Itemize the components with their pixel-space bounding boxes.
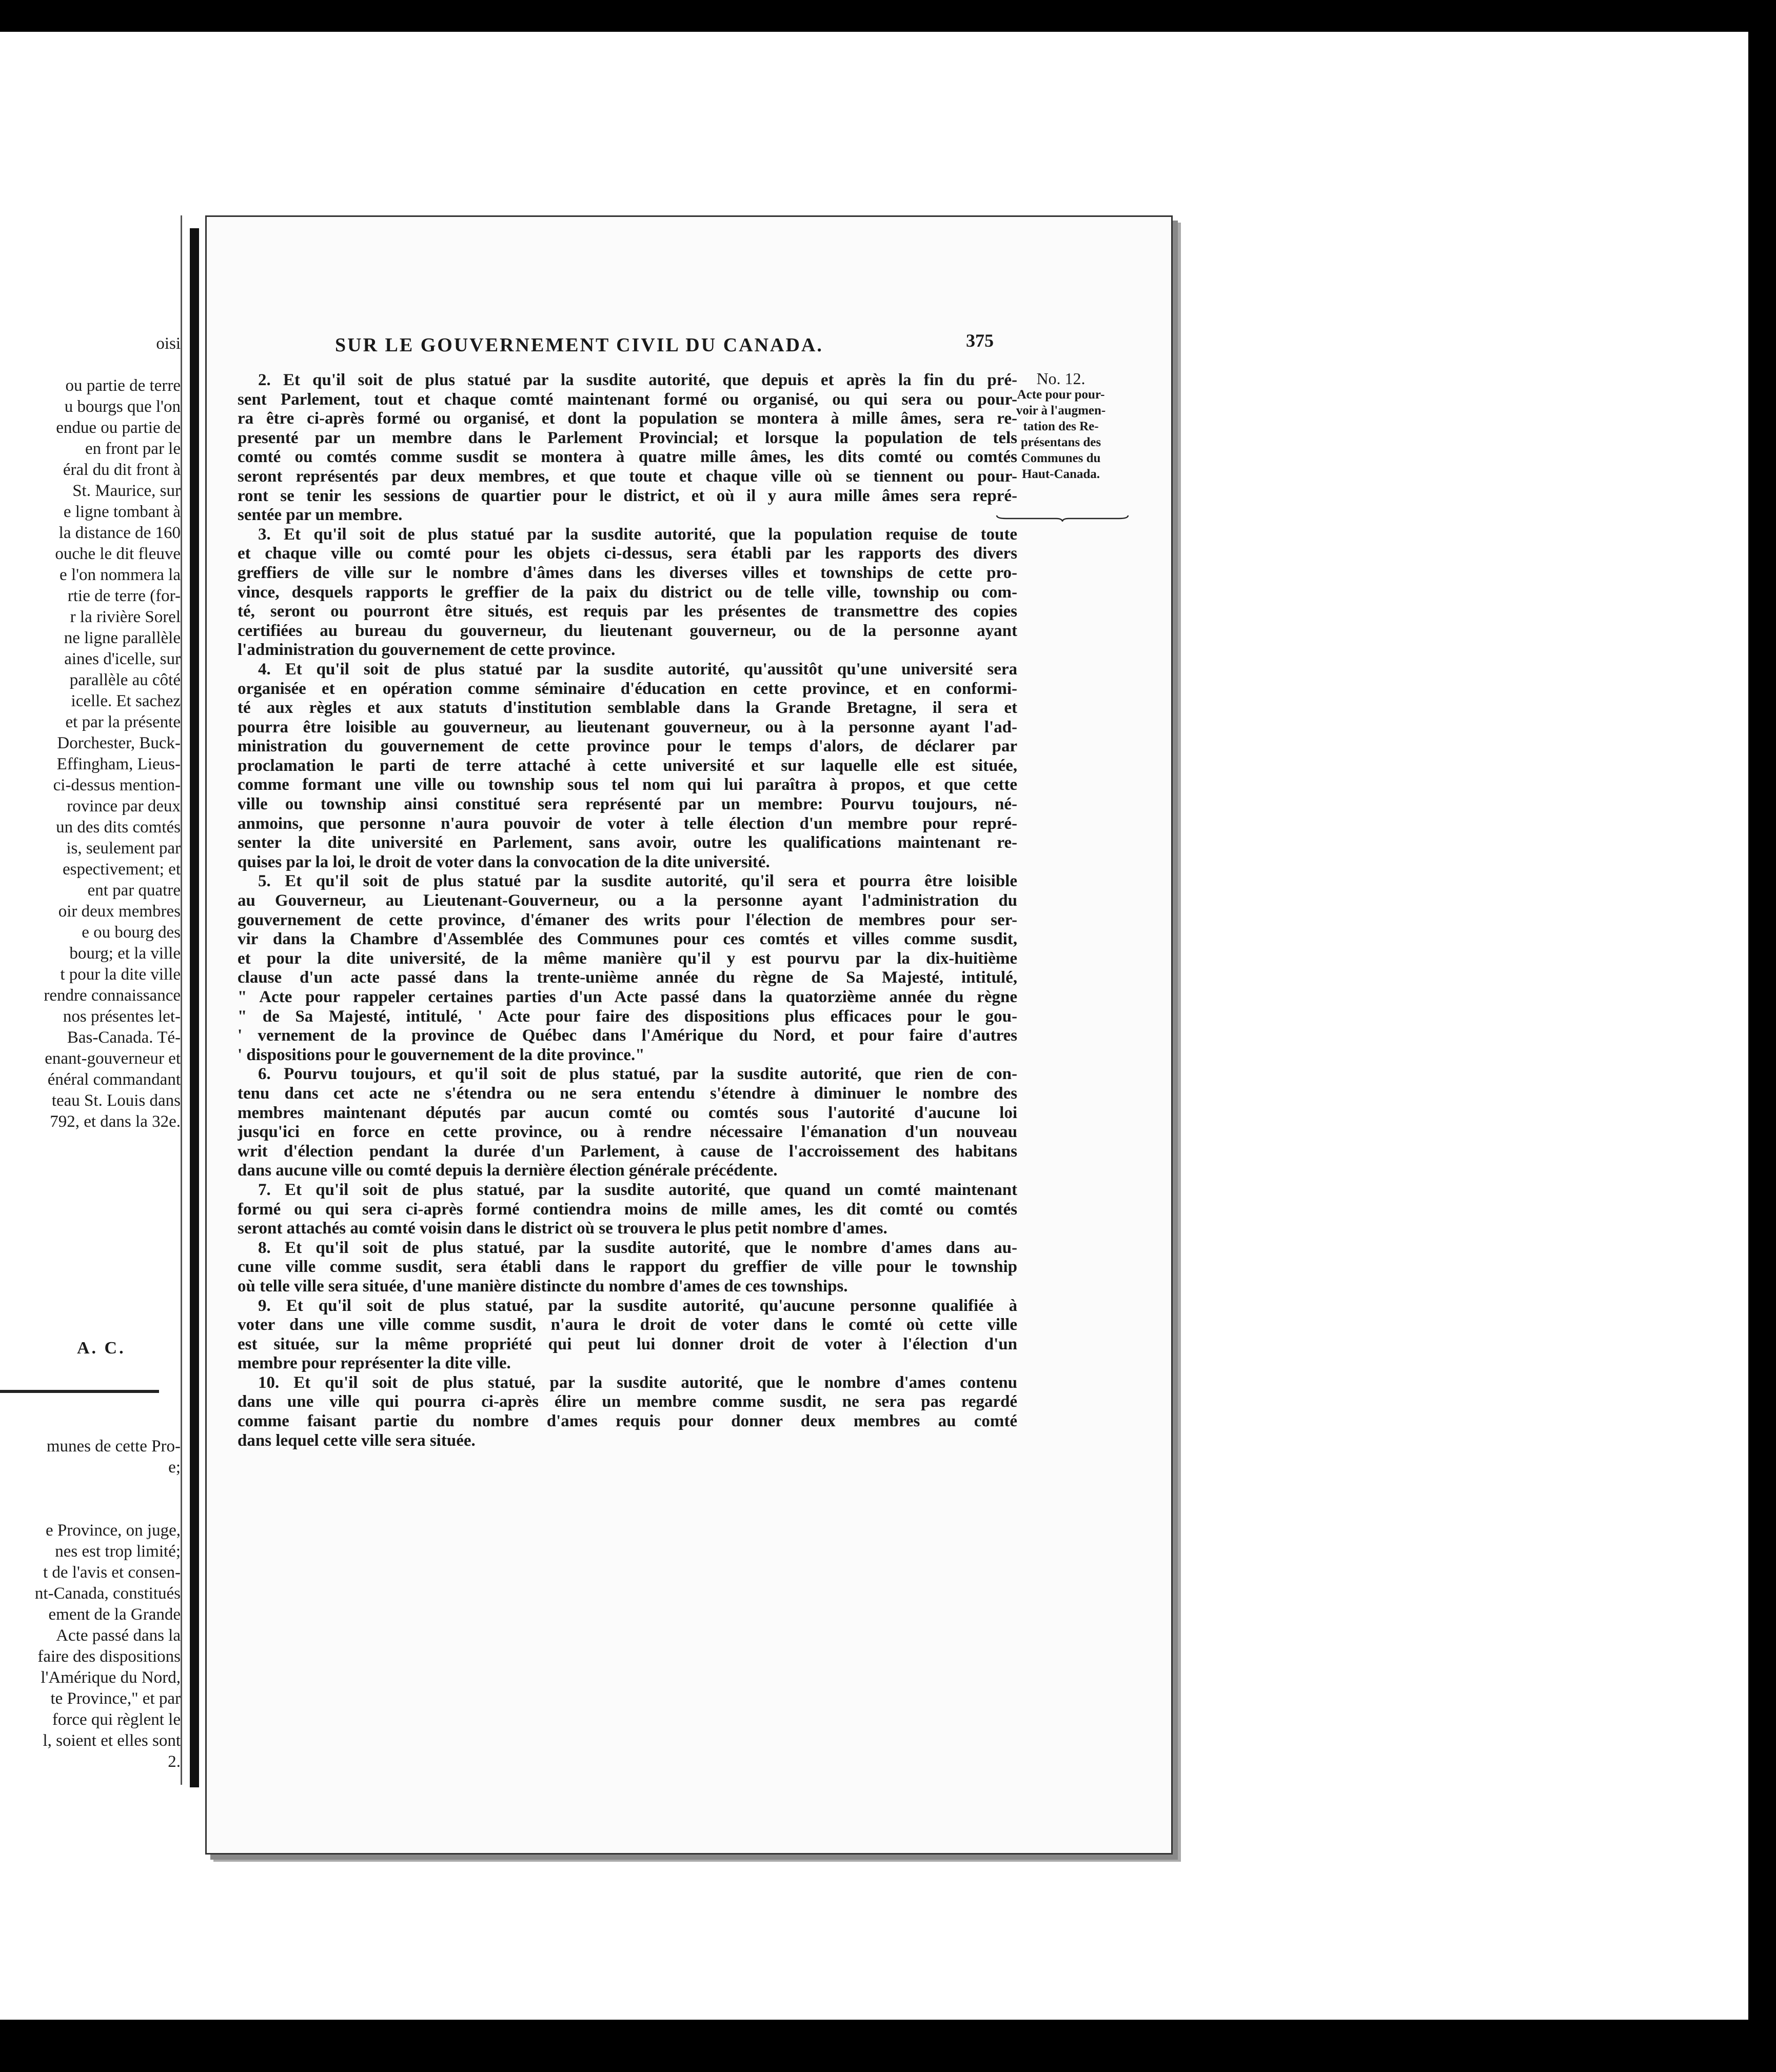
facing-page-line: enant-gouverneur et: [45, 1049, 181, 1068]
facing-page-text-top: [0, 333, 181, 1132]
running-header: SUR LE GOUVERNEMENT CIVIL DU CANADA.: [335, 334, 823, 356]
text-line: pourra être loisible au gouverneur, au lieutenant gouverneur, ou à la personne ayant l'ad-: [238, 718, 1017, 736]
scan-border-right: [1748, 0, 1776, 2072]
margin-note-line: tation des Re-: [1023, 420, 1099, 433]
margin-note: [984, 371, 1138, 482]
text-line: ra être ci-après formé ou organisé, et dont la population se montera à mille âmes, sera re-: [238, 409, 1017, 428]
facing-page-line: nos présentes let-: [63, 1007, 181, 1026]
facing-page-line: [0, 1499, 181, 1520]
section-rule: [0, 1390, 159, 1393]
text-line: 5. Et qu'il soit de plus statué par la susdite autorité, qu'il sera et pourra être loisible: [258, 872, 1017, 891]
text-line: dans une ville qui pourra ci-après élire un membre comme susdit, ne sera pas regardé: [238, 1392, 1017, 1411]
scan-border-top: [0, 0, 1776, 32]
margin-note-line: Acte pour pour-: [1017, 388, 1105, 402]
text-line: comme faisant partie du nombre d'ames requis pour donner deux membres au comté: [238, 1412, 1017, 1431]
text-line: membre pour représenter la dite ville.: [238, 1354, 511, 1373]
text-line: ront se tenir les sessions de quartier pour le district, et où il y aura mille âmes sera repré-: [238, 486, 1017, 505]
facing-page-line: aines d'icelle, sur: [64, 650, 181, 668]
facing-page-line: t de l'avis et consen-: [43, 1563, 181, 1582]
facing-page-line: ouche le dit fleuve: [55, 545, 181, 563]
facing-page-line: l, soient et elles sont: [43, 1731, 181, 1750]
text-line: 9. Et qu'il soit de plus statué, par la susdite autorité, qu'aucune personne qualifiée à: [258, 1296, 1017, 1315]
text-line: ' dispositions pour le gouvernement de la dite province.": [238, 1045, 645, 1064]
margin-note-brace: [996, 514, 1129, 522]
text-line: ' vernement de la province de Québec dans l'Amérique du Nord, et pour faire d'autres: [238, 1026, 1017, 1045]
facing-page-line: parallèle au côté: [69, 671, 181, 689]
facing-page-line: oisi: [156, 334, 181, 353]
facing-page-line: rtie de terre (for-: [67, 587, 181, 605]
text-line: tenu dans cet acte ne s'étendra ou ne sera entendu s'étendre à diminuer le nombre des: [238, 1084, 1017, 1103]
facing-page-line: u bourgs que l'on: [64, 397, 181, 416]
facing-page-line: teau St. Louis dans: [51, 1091, 181, 1110]
facing-page-line: e ou bourg des: [82, 923, 181, 942]
text-line: 6. Pourvu toujours, et qu'il soit de plus statué, par la susdite autorité, que rien de con-: [258, 1065, 1017, 1084]
facing-page-line: ement de la Grande: [48, 1605, 181, 1624]
facing-page-line: rendre connaissance: [44, 986, 181, 1005]
text-line: vir dans la Chambre d'Assemblée des Communes pour ces comtés et villes comme susdit,: [238, 930, 1017, 949]
margin-note-line: Haut-Canada.: [1021, 467, 1100, 481]
text-line: writ d'élection pendant la durée d'un Parlement, à cause de l'accroissement des habitans: [238, 1142, 1017, 1161]
facing-page-line: nes est trop limité;: [55, 1542, 181, 1561]
facing-page-line: 792, et dans la 32e.: [50, 1112, 181, 1131]
facing-page-line: endue ou partie de: [56, 419, 181, 437]
facing-page-line: un des dits comtés: [56, 818, 181, 836]
margin-note-line: Communes du: [1021, 451, 1101, 465]
document-page: [205, 215, 1173, 1855]
text-line: " Acte pour rappeler certaines parties d'un Acte passé dans la quatorzième année du règne: [238, 988, 1017, 1006]
facing-page-line: Acte passé dans la: [56, 1626, 181, 1645]
facing-page-line: oir deux membres: [58, 902, 181, 921]
facing-page-line: [0, 1478, 181, 1499]
facing-page-text-bottom: [0, 1436, 181, 1772]
facing-page-line: e;: [168, 1458, 181, 1477]
facing-page-line: force qui règlent le: [52, 1710, 181, 1729]
text-line: jusqu'ici en force en cette province, ou à rendre nécessaire l'émanation d'un nouveau: [238, 1123, 1017, 1142]
text-line: où telle ville sera située, d'une manière distincte du nombre d'ames de ces townships.: [238, 1277, 848, 1296]
text-line: organisée et en opération comme séminaire d'éducation en cette province, et en conformi-: [238, 679, 1017, 698]
margin-note-line: présentans des: [1020, 435, 1101, 449]
facing-page-line: ent par quatre: [87, 881, 181, 900]
text-line: 2. Et qu'il soit de plus statué par la susdite autorité, que depuis et après la fin du pré-: [258, 371, 1017, 389]
text-line: est située, sur la même propriété qui peut lui donner droit de voter à l'élection d'un: [238, 1334, 1017, 1353]
statute-body-text: [238, 371, 1017, 1450]
text-line: 10. Et qu'il soit de plus statué, par la susdite autorité, que le nombre d'ames contenu: [258, 1373, 1017, 1392]
text-line: 8. Et qu'il soit de plus statué, par la susdite autorité, que le nombre d'ames dans au-: [258, 1238, 1017, 1257]
text-line: 7. Et qu'il soit de plus statué, par la susdite autorité, que quand un comté maintenant: [258, 1180, 1017, 1199]
text-line: comté ou comtés comme susdit se montera à quatre mille âmes, les dits comté ou comtés: [238, 448, 1017, 467]
text-line: clause d'un acte passé dans la trente-unième année du règne de Sa Majesté, intitulé,: [238, 968, 1017, 987]
text-line: seront représentés par deux membres, et que toute et chaque ville où se tiennent ou pour-: [238, 467, 1017, 486]
facing-page-line: ci-dessus mention-: [53, 776, 181, 794]
facing-page-line: bourg; et la ville: [69, 944, 181, 963]
text-line: formé ou qui sera ci-après formé contiendra moins de mille ames, les dit comté ou comtés: [238, 1200, 1017, 1219]
facing-page-line: ne ligne parallèle: [64, 629, 181, 647]
facing-page-line: Bas-Canada. Té-: [67, 1028, 181, 1047]
text-line: ville ou township ainsi constitué sera représenté par un membre: Pourvu toujours, né-: [238, 795, 1017, 814]
facing-page-line: espectivement; et: [63, 860, 181, 879]
facing-page-line: la distance de 160: [58, 524, 181, 542]
facing-page-line: [0, 354, 181, 375]
text-line: sent Parlement, tout et chaque comté maintenant formé ou organisé, ou qui sera ou pour-: [238, 390, 1017, 409]
facing-page-line: faire des dispositions: [37, 1647, 181, 1666]
facing-page-line: r la rivière Sorel: [70, 608, 181, 626]
text-line: cune ville comme susdit, sera établi dans le rapport du greffier de ville pour le township: [238, 1258, 1017, 1277]
text-line: presenté par un membre dans le Parlement Provincial; et lorsque la population de tels: [238, 428, 1017, 447]
facing-page-line: Effingham, Lieus-: [56, 755, 181, 773]
text-line: senter la dite université en Parlement, sans avoir, outre les qualifications maintenant re-: [238, 833, 1017, 852]
margin-note-lines: [984, 387, 1138, 482]
facing-page-line: munes de cette Pro-: [46, 1437, 181, 1456]
text-line: quises par la loi, le droit de voter dans la convocation de la dite université.: [238, 852, 770, 871]
text-line: certifiées au bureau du gouverneur, du lieutenant gouverneur, ou de la personne ayant: [238, 621, 1017, 640]
facing-page-line: et par la présente: [65, 713, 181, 731]
facing-page-line: e Province, on juge,: [45, 1521, 181, 1540]
facing-page-fragment: [0, 215, 182, 1785]
facing-page-line: e ligne tombant à: [63, 503, 181, 521]
facing-page-line: St. Maurice, sur: [72, 482, 181, 500]
text-line: vince, desquels rapports le greffier de la paix du district ou de telle ville, township ou com-: [238, 583, 1017, 602]
facing-page-line: ou partie de terre: [65, 376, 181, 395]
text-line: anmoins, que personne n'aura pouvoir de voter à telle élection d'un membre pour repré-: [238, 814, 1017, 833]
facing-page-line: 2.: [168, 1752, 181, 1771]
book-gutter: [190, 228, 199, 1787]
text-line: 3. Et qu'il soit de plus statué par la susdite autorité, que la population requise de toute: [258, 525, 1017, 544]
text-line: seront attachés au comté voisin dans le district où se trouvera le plus petit nombre d'ames.: [238, 1219, 887, 1238]
scan-border-bottom: [0, 2020, 1776, 2072]
facing-page-line: en front par le: [85, 440, 181, 458]
text-line: et chaque ville ou comté pour les objets ci-dessus, sera établi par les rapports des divers: [238, 544, 1017, 563]
facing-page-line: te Province," et par: [50, 1689, 181, 1708]
text-line: gouvernement de cette province, d'émaner des writs pour l'élection de membres pour ser-: [238, 910, 1017, 929]
signature-initials: A. C.: [77, 1339, 126, 1358]
text-line: comme formant une ville ou township sous tel nom qui lui paraîtra à propos, et que cette: [238, 775, 1017, 794]
text-line: et pour la dite université, de la même manière qu'il y est pourvu par la dix-huitième: [238, 949, 1017, 968]
facing-page-line: nt-Canada, constitués: [34, 1584, 181, 1603]
text-line: sentée par un membre.: [238, 506, 403, 525]
facing-page-line: Dorchester, Buck-: [57, 734, 181, 752]
facing-page-line: e l'on nommera la: [60, 566, 181, 584]
facing-page-line: t pour la dite ville: [60, 965, 181, 984]
text-line: té aux règles et aux statuts d'institution semblable dans la Grande Bretagne, il sera et: [238, 699, 1017, 718]
text-line: dans lequel cette ville sera située.: [238, 1431, 476, 1450]
text-line: 4. Et qu'il soit de plus statué par la susdite autorité, qu'aussitôt qu'une université sera: [258, 660, 1017, 679]
text-line: voter dans une ville comme susdit, n'aura le droit de voter dans le comté où cette ville: [238, 1316, 1017, 1334]
facing-page-line: énéral commandant: [47, 1070, 181, 1089]
text-line: l'administration du gouvernement de cette province.: [238, 641, 616, 660]
facing-page-line: l'Amérique du Nord,: [41, 1668, 181, 1687]
facing-page-line: icelle. Et sachez: [71, 692, 181, 710]
page-number: 375: [966, 330, 994, 351]
margin-note-number: No. 12.: [1036, 369, 1086, 388]
facing-page-line: is, seulement par: [66, 839, 181, 858]
facing-page-line: éral du dit front à: [63, 461, 181, 479]
text-line: proclamation le parti de terre attaché à cette université et sur laquelle elle est située,: [238, 756, 1017, 775]
text-line: dans aucune ville ou comté depuis la dernière élection générale précédente.: [238, 1161, 778, 1180]
facing-page-line: rovince par deux: [67, 797, 181, 815]
text-line: " de Sa Majesté, intitulé, ' Acte pour faire des dispositions plus efficaces pour le gou-: [238, 1007, 1017, 1026]
text-line: ministration du gouvernement de cette province pour le temps d'alors, de déclarer par: [238, 737, 1017, 756]
margin-note-line: voir à l'augmen-: [1016, 404, 1106, 417]
text-line: té, seront ou pourront être situés, est requis par les présentes de transmettre des copies: [238, 602, 1017, 621]
text-line: au Gouverneur, au Lieutenant-Gouverneur, ou a la personne ayant l'administration du: [238, 891, 1017, 910]
text-line: greffiers de ville sur le nombre d'âmes dans les diverses villes et townships de cette pro-: [238, 563, 1017, 582]
text-line: membres maintenant députés par aucun comté ou comtés sous l'autorité d'aucune loi: [238, 1103, 1017, 1122]
